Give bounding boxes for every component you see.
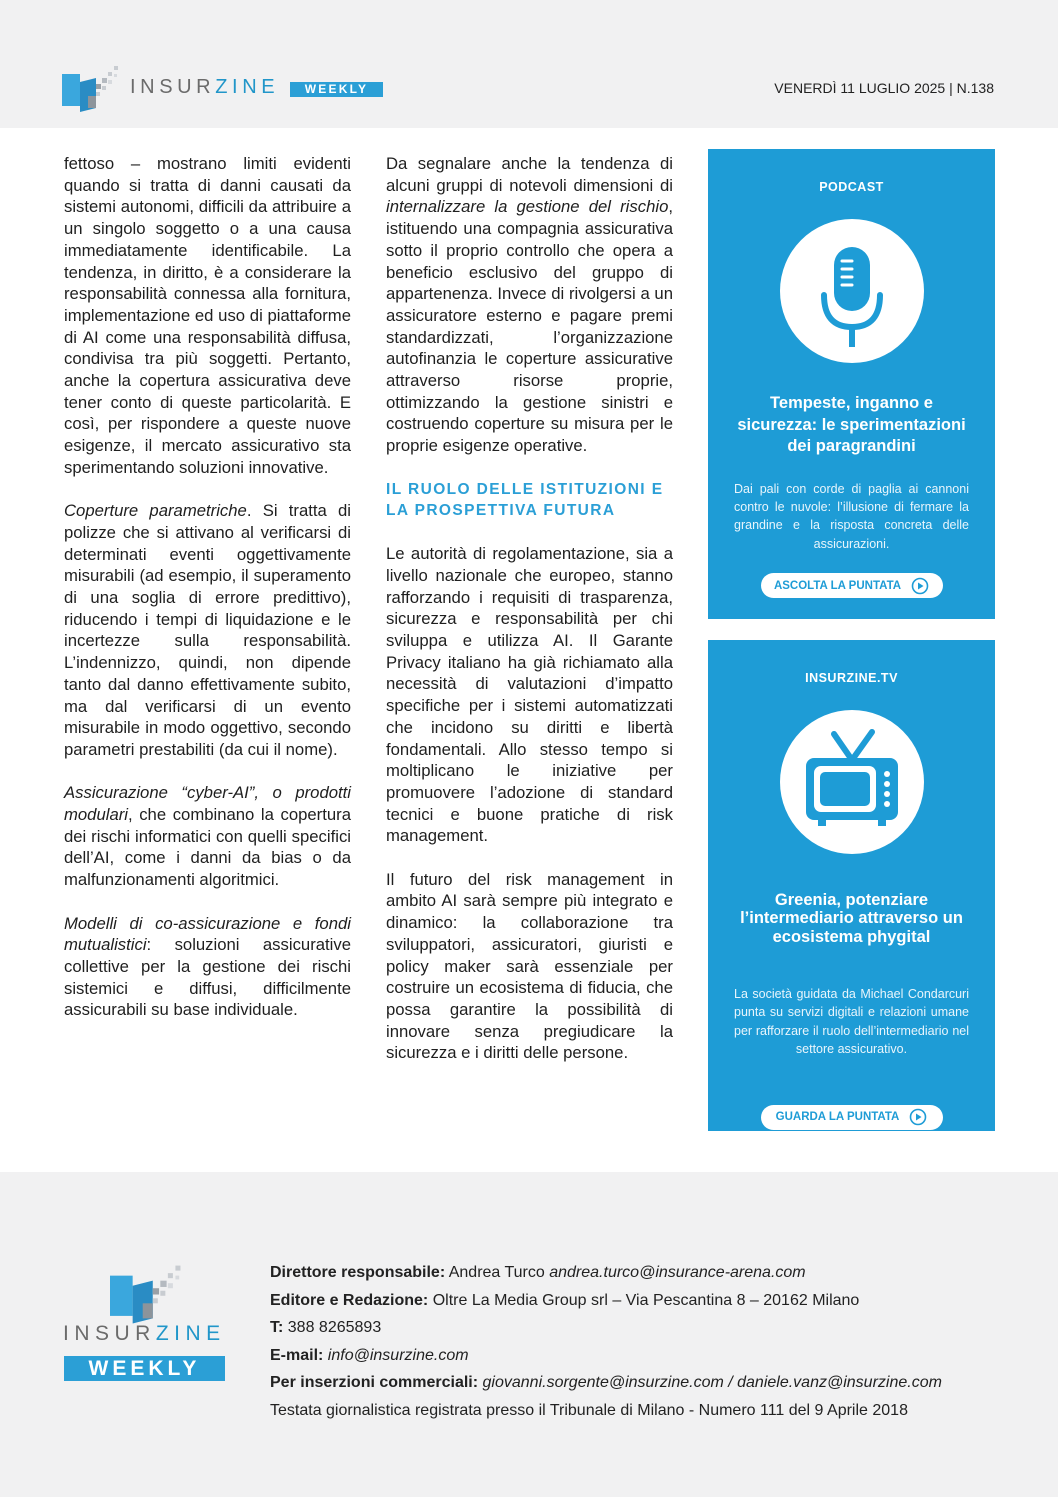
issue-dateline: VENERDÌ 11 LUGLIO 2025 | N.138 — [774, 80, 994, 96]
paragraph — [64, 153, 351, 479]
television-icon — [780, 710, 924, 854]
article-column-1 — [64, 153, 351, 1043]
paragraph-text: Le autorità di regolamentazione, sia a livello nazionale che europeo, stanno rafforzando i requisiti di trasparenza, sicurezza e responsabilità per chi sviluppa e utilizza AI. Il Garante Privacy italiano ha già richiamato alla necessità di valutazioni d’impatto specifiche per i sistemi automatizzati che incidono su diritti e libertà fondamentali. Allo stesso tempo si moltiplicano le iniziative per promuovere l’adozione di standard tecnici e buone pratiche di risk management. — [386, 544, 673, 846]
brand-main: INSUR — [63, 1322, 156, 1345]
button-label: GUARDA LA PUNTATA — [775, 1111, 900, 1124]
paragraph-text: Da segnalare anche la tendenza di alcuni gruppi di notevoli dimensioni di — [386, 154, 673, 195]
card-title: Greenia, potenziare l’intermediario attraverso un ecosistema phygital — [740, 891, 963, 946]
listen-episode-button[interactable] — [761, 573, 943, 598]
weekly-badge: WEEKLY — [290, 82, 383, 97]
imprint-label: E-mail: — [270, 1346, 324, 1364]
paragraph — [386, 543, 673, 847]
page-header — [0, 0, 1058, 128]
ads-email-links[interactable]: giovanni.sorgente@insurzine.com / daniele.vanz@insurzine.com — [482, 1374, 942, 1391]
brand-wordmark — [130, 76, 279, 99]
imprint-director — [270, 1259, 942, 1287]
brand-accent: ZINE — [215, 76, 280, 98]
insurzine-logo-icon — [110, 1260, 188, 1324]
imprint-label: Direttore responsabile: — [270, 1264, 446, 1281]
card-category: PODCAST — [819, 180, 884, 194]
watch-episode-button[interactable] — [761, 1105, 943, 1130]
paragraph-text: , che combinano la copertura dei rischi informatici con quelli specifici dell’AI, come i danni da bias o da malfunzionamenti algoritmici. — [64, 805, 351, 890]
podcast-card — [708, 149, 995, 619]
paragraph — [386, 153, 673, 457]
paragraph-emphasis: internalizzare la gestione del rischio — [386, 197, 669, 217]
card-description: La società guidata da Michael Condarcuri punta su servizi digitali e relazioni umane per rafforzare il ruolo dell’intermediario nel settore assicurativo. — [734, 986, 969, 1057]
paragraph-text: , istituendo una compagnia assicurativa sotto il proprio controllo che opera a beneficio esclusivo del gruppo di appartenenza. Invece di rivolgersi a un assicuratore esterno e pagare premi standardizzati, l’organizzazione autofinanzia le coperture assicurative attraverso risorse proprie, ottimizzando la gestione sinistri e costruendo coperture su misura per le proprie esigenze operative. — [386, 197, 673, 456]
card-category: INSURZINE.TV — [805, 671, 898, 685]
weekly-badge: WEEKLY — [64, 1356, 225, 1381]
contact-email-link[interactable]: info@insurzine.com — [327, 1346, 469, 1364]
imprint-label: Editore e Redazione: — [270, 1291, 429, 1309]
paragraph — [386, 869, 673, 1064]
brand-main: INSUR — [130, 76, 216, 98]
button-label: ASCOLTA LA PUNTATA — [773, 579, 902, 592]
section-heading: IL RUOLO DELLE ISTITUZIONI E LA PROSPETTIVA FUTURA — [386, 480, 664, 520]
imprint-block — [270, 1259, 942, 1424]
paragraph-text: : soluzioni assicurative collettive per la gestione dei rischi sistemici e diffusi, difficilmente assicurabili su base individuale. — [64, 935, 351, 1020]
brand-wordmark — [63, 1322, 226, 1346]
paragraph — [64, 913, 351, 1022]
card-title: Tempeste, inganno e sicurezza: le sperimentazioni dei paragrandini — [737, 394, 966, 455]
microphone-icon — [780, 219, 924, 363]
imprint-ads — [270, 1369, 942, 1397]
imprint-phone — [270, 1314, 942, 1342]
director-name: Andrea Turco — [448, 1264, 545, 1281]
director-email-link[interactable]: andrea.turco@insurance-arena.com — [549, 1264, 806, 1281]
paragraph-emphasis: Coperture parametriche — [64, 501, 247, 521]
phone-value: 388 8265893 — [287, 1319, 382, 1336]
imprint-editor — [270, 1287, 942, 1315]
paragraph-text: fettoso – mostrano limiti evidenti quando si tratta di danni causati da sistemi autonomi, difficili da attribuire a un singolo soggetto o a una causa immediatamente identificabile. La tendenza, in diritto, è a considerare la responsabilità connessa alla fornitura, implementazione ed uso di piattaforme di AI come una responsabilità diffusa, condivisa tra più soggetti. Pertanto, anche la copertura assicurativa deve tener conto di queste particolarità. E così, per rispondere a queste nuove esigenze, il mercato assicurativo sta sperimentando soluzioni innovative. — [64, 154, 351, 477]
card-description: Dai pali con corde di paglia ai cannoni contro le nuvole: l’illusione di fermare la grandine e la risposta concreta delle assicurazioni. — [734, 481, 969, 551]
paragraph-text: . Si tratta di polizze che si attivano al verificarsi di determinati eventi oggettivamente misurabili (ad esempio, il superamento di una soglia di errore predittivo), riducendo i tempi di liquidazione e le incertezze sulla responsabilità. L’indennizzo, quindi, non dipende tanto dal danno effettivamente subito, ma dal verificarsi di un evento misurabile in modo oggettivo, secondo parametri prestabiliti (da cui il nome). — [64, 501, 351, 759]
paragraph-emphasis: Modelli di co-assicurazione e fondi mutualistici — [64, 913, 351, 955]
insurzine-logo-icon — [62, 62, 124, 112]
page-footer — [0, 1172, 1058, 1497]
imprint-label: T: — [270, 1319, 284, 1336]
play-icon — [911, 577, 929, 595]
imprint-label: Per inserzioni commerciali: — [270, 1374, 479, 1391]
paragraph-text: Il futuro del risk management in ambito AI sarà sempre più integrato e dinamico: la collaborazione tra sviluppatori, assicuratori, giuristi e policy maker sarà essenziale per costruire un ecosistema di fiducia, che possa garantire la possibilità di innovare senza pregiudicare la sicurezza e i diritti delle persone. — [386, 869, 673, 1063]
editor-value: Oltre La Media Group srl – Via Pescantina 8 – 20162 Milano — [432, 1291, 860, 1309]
insurzine-tv-card — [708, 640, 995, 1131]
paragraph — [64, 782, 351, 891]
podcast-icon-circle — [780, 219, 924, 363]
brand-accent: ZINE — [155, 1322, 226, 1345]
tv-icon-circle — [780, 710, 924, 854]
article-column-2 — [386, 153, 673, 1086]
paragraph — [64, 500, 351, 760]
paragraph-emphasis: Assicurazione “cyber-AI”, o prodotti modulari — [64, 783, 351, 825]
play-icon — [909, 1108, 927, 1126]
imprint-email — [270, 1342, 942, 1370]
imprint-registration: Testata giornalistica registrata presso il Tribunale di Milano - Numero 111 del 9 Aprile 2018 — [270, 1401, 908, 1419]
